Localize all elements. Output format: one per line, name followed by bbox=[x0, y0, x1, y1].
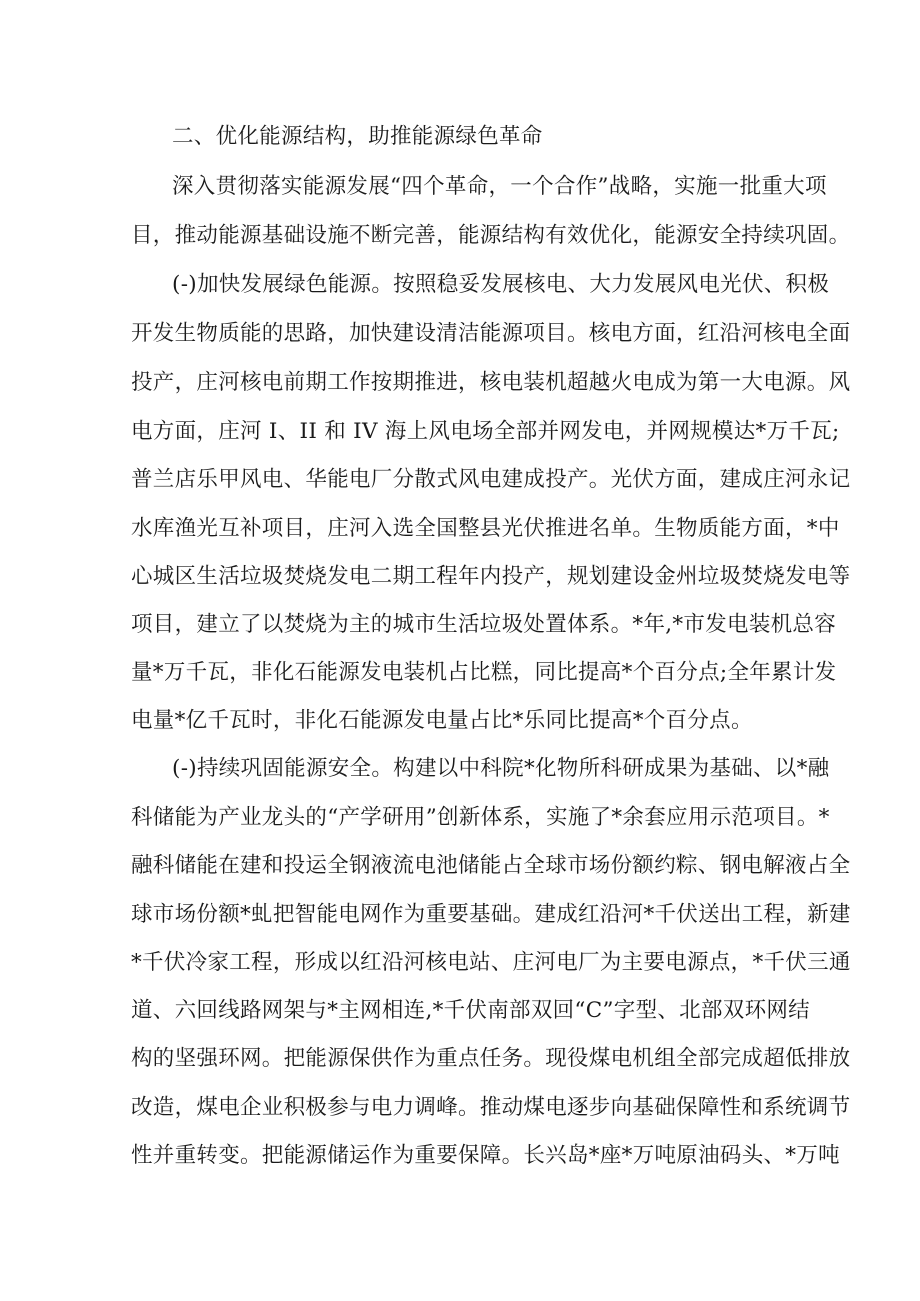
section1-line-7: 心城区生活垃圾焚烧发电二期工程年内投产，规划建设金州垃圾焚烧发电等 bbox=[131, 564, 851, 589]
section1-line-1: (-)加快发展绿色能源。按照稳妥发展核电、大力发展风电光伏、积极 bbox=[172, 272, 830, 297]
intro-line-1: 深入贯彻落实能源发展“四个革命，一个合作”战略，实施一批重大项 bbox=[172, 174, 827, 199]
section2-line-7: 构的坚强环网。把能源保供作为重点任务。现役煤电机组全部完成超低排放 bbox=[131, 1046, 851, 1071]
section2-line-5: *千伏冷家工程，形成以红沿河核电站、庄河电厂为主要电源点，*千伏三通 bbox=[131, 950, 851, 975]
section1-line-9: 量*万千瓦，非化石能源发电装机占比糕，同比提高*个百分点;全年累计发 bbox=[131, 660, 837, 685]
section1-line-8: 项目，建立了以焚烧为主的城市生活垃圾处置体系。*年,*市发电装机总容 bbox=[131, 612, 837, 637]
section1-line-2: 开发生物质能的思路，加快建设清洁能源项目。核电方面，红沿河核电全面 bbox=[131, 321, 851, 346]
section2-line-2: 科储能为产业龙头的“产学研用”创新体系，实施了*余套应用示范项目。* bbox=[131, 805, 830, 830]
intro-line-2: 目，推动能源基础设施不断完善，能源结构有效优化，能源安全持续巩固。 bbox=[131, 223, 851, 248]
section2-line-1: (-)持续巩固能源安全。构建以中科院*化物所科研成果为基础、以*融 bbox=[172, 756, 830, 781]
section2-line-8: 改造，煤电企业积极参与电力调峰。推动煤电逐步向基础保障性和系统调节 bbox=[131, 1095, 851, 1120]
section1-line-4: 电方面，庄河 I、II 和 IV 海上风电场全部并网发电，并网规模达*万千瓦; bbox=[131, 419, 840, 444]
section2-line-9: 性并重转变。把能源储运作为重要保障。长兴岛*座*万吨原油码头、*万吨 bbox=[131, 1143, 840, 1168]
section1-line-3: 投产，庄河核电前期工作按期推进，核电装机超越火电成为第一大电源。风 bbox=[131, 370, 851, 395]
section2-line-6: 道、六回线路网架与*主网相连,*千伏南部双回“C”字型、北部双环网结 bbox=[131, 998, 810, 1023]
section2-line-3: 融科储能在建和投运全钢液流电池储能占全球市场份额约粽、钢电解液占全 bbox=[131, 853, 851, 878]
section2-line-4: 球市场份额*虬把智能电网作为重要基础。建成红沿河*千伏送出工程，新建 bbox=[131, 902, 851, 927]
section1-line-6: 水库渔光互补项目，庄河入选全国整县光伏推进名单。生物质能方面，*中 bbox=[131, 516, 840, 541]
section-heading: 二、优化能源结构，助推能源绿色革命 bbox=[172, 124, 543, 149]
section1-line-5: 普兰店乐甲风电、华能电厂分散式风电建成投产。光伏方面，建成庄河永记 bbox=[131, 467, 851, 492]
section1-line-10: 电量*亿千瓦时，非化石能源发电量占比*乐同比提高*个百分点。 bbox=[131, 708, 753, 733]
